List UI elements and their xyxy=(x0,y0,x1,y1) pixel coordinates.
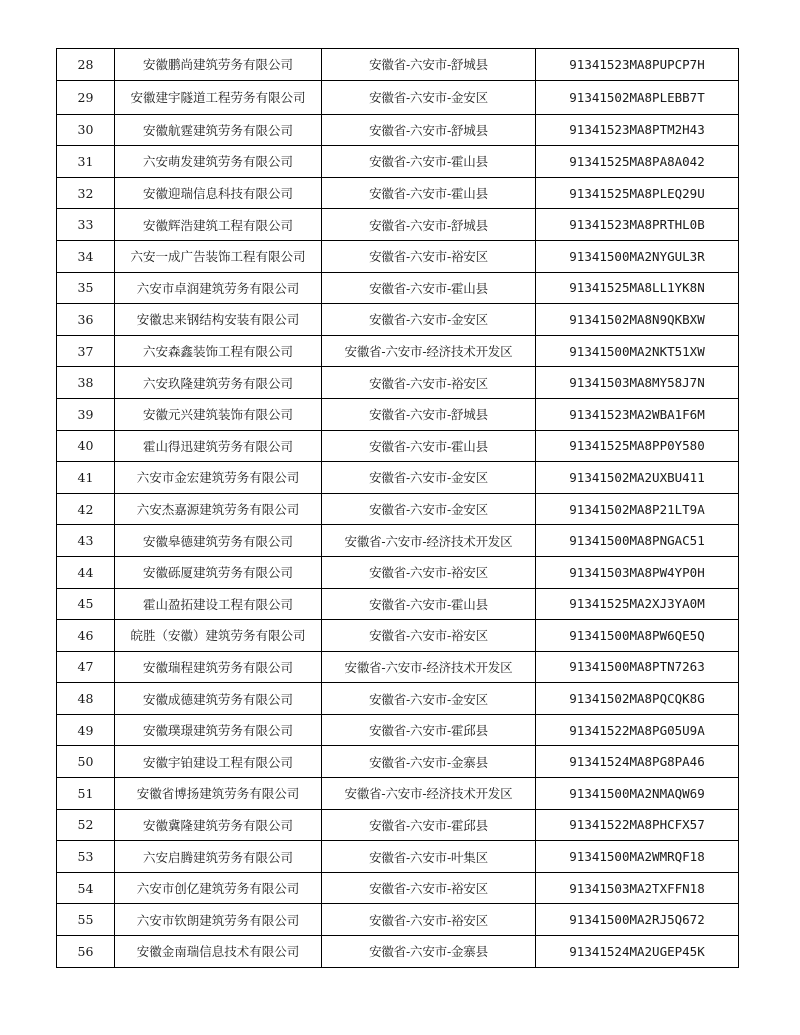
region-cell: 安徽省-六安市-金安区 xyxy=(322,80,536,114)
region-cell: 安徽省-六安市-舒城县 xyxy=(322,114,536,146)
table-row xyxy=(57,304,739,336)
credit-code-cell: 91341502MA8PQCQK8G xyxy=(536,683,739,715)
region-cell: 安徽省-六安市-霍山县 xyxy=(322,430,536,462)
credit-code-cell: 91341500MA2WMRQF18 xyxy=(536,841,739,873)
company-name-cell: 六安市钦朗建筑劳务有限公司 xyxy=(115,904,322,936)
row-number-cell: 35 xyxy=(57,272,115,304)
company-name-cell: 皖胜（安徽）建筑劳务有限公司 xyxy=(115,620,322,652)
company-name-cell: 安徽宇铂建设工程有限公司 xyxy=(115,746,322,778)
row-number-cell: 50 xyxy=(57,746,115,778)
credit-code-cell: 91341500MA2NKT51XW xyxy=(536,335,739,367)
row-number-cell: 40 xyxy=(57,430,115,462)
company-name-cell: 六安市金宏建筑劳务有限公司 xyxy=(115,462,322,494)
row-number-cell: 46 xyxy=(57,620,115,652)
credit-code-cell: 91341502MA8N9QKBXW xyxy=(536,304,739,336)
row-number-cell: 36 xyxy=(57,304,115,336)
credit-code-cell: 91341525MA2XJ3YA0M xyxy=(536,588,739,620)
region-cell: 安徽省-六安市-裕安区 xyxy=(322,620,536,652)
region-cell: 安徽省-六安市-裕安区 xyxy=(322,872,536,904)
company-name-cell: 安徽建宇隧道工程劳务有限公司 xyxy=(115,80,322,114)
row-number-cell: 38 xyxy=(57,367,115,399)
company-name-cell: 安徽鹏尚建筑劳务有限公司 xyxy=(115,49,322,81)
row-number-cell: 42 xyxy=(57,493,115,525)
company-name-cell: 霍山得迅建筑劳务有限公司 xyxy=(115,430,322,462)
credit-code-cell: 91341523MA8PRTHL0B xyxy=(536,209,739,241)
row-number-cell: 48 xyxy=(57,683,115,715)
table-row xyxy=(57,367,739,399)
company-name-cell: 六安杰嘉源建筑劳务有限公司 xyxy=(115,493,322,525)
table-row xyxy=(57,714,739,746)
company-name-cell: 安徽省博扬建筑劳务有限公司 xyxy=(115,778,322,810)
region-cell: 安徽省-六安市-霍山县 xyxy=(322,146,536,178)
region-cell: 安徽省-六安市-叶集区 xyxy=(322,841,536,873)
credit-code-cell: 91341525MA8LL1YK8N xyxy=(536,272,739,304)
table-row xyxy=(57,620,739,652)
row-number-cell: 31 xyxy=(57,146,115,178)
credit-code-cell: 91341500MA2RJ5Q672 xyxy=(536,904,739,936)
region-cell: 安徽省-六安市-金安区 xyxy=(322,304,536,336)
row-number-cell: 33 xyxy=(57,209,115,241)
region-cell: 安徽省-六安市-裕安区 xyxy=(322,556,536,588)
company-name-cell: 安徽冀隆建筑劳务有限公司 xyxy=(115,809,322,841)
credit-code-cell: 91341523MA8PTM2H43 xyxy=(536,114,739,146)
region-cell: 安徽省-六安市-舒城县 xyxy=(322,398,536,430)
credit-code-cell: 91341502MA2UXBU411 xyxy=(536,462,739,494)
company-name-cell: 安徽砾厦建筑劳务有限公司 xyxy=(115,556,322,588)
row-number-cell: 44 xyxy=(57,556,115,588)
table-row xyxy=(57,841,739,873)
credit-code-cell: 91341500MA2NMAQW69 xyxy=(536,778,739,810)
table-row xyxy=(57,462,739,494)
region-cell: 安徽省-六安市-舒城县 xyxy=(322,49,536,81)
table-row xyxy=(57,240,739,272)
row-number-cell: 49 xyxy=(57,714,115,746)
credit-code-cell: 91341523MA2WBA1F6M xyxy=(536,398,739,430)
credit-code-cell: 91341503MA2TXFFN18 xyxy=(536,872,739,904)
credit-code-cell: 91341524MA2UGEP45K xyxy=(536,936,739,968)
credit-code-cell: 91341500MA8PW6QE5Q xyxy=(536,620,739,652)
company-name-cell: 六安市卓润建筑劳务有限公司 xyxy=(115,272,322,304)
credit-code-cell: 91341525MA8PP0Y580 xyxy=(536,430,739,462)
table-row xyxy=(57,430,739,462)
region-cell: 安徽省-六安市-霍山县 xyxy=(322,177,536,209)
table-row xyxy=(57,746,739,778)
table-row xyxy=(57,809,739,841)
table-row xyxy=(57,556,739,588)
table-row xyxy=(57,778,739,810)
credit-code-cell: 91341500MA8PNGAC51 xyxy=(536,525,739,557)
table-body xyxy=(57,49,739,968)
region-cell: 安徽省-六安市-金寨县 xyxy=(322,746,536,778)
row-number-cell: 45 xyxy=(57,588,115,620)
company-name-cell: 安徽金南瑞信息技术有限公司 xyxy=(115,936,322,968)
credit-code-cell: 91341525MA8PA8A042 xyxy=(536,146,739,178)
table-row xyxy=(57,146,739,178)
company-name-cell: 六安市创亿建筑劳务有限公司 xyxy=(115,872,322,904)
region-cell: 安徽省-六安市-经济技术开发区 xyxy=(322,651,536,683)
table-row xyxy=(57,335,739,367)
company-name-cell: 六安启腾建筑劳务有限公司 xyxy=(115,841,322,873)
credit-code-cell: 91341503MA8PW4YP0H xyxy=(536,556,739,588)
row-number-cell: 41 xyxy=(57,462,115,494)
region-cell: 安徽省-六安市-金安区 xyxy=(322,683,536,715)
table-row xyxy=(57,936,739,968)
row-number-cell: 55 xyxy=(57,904,115,936)
row-number-cell: 56 xyxy=(57,936,115,968)
company-name-cell: 安徽瑞程建筑劳务有限公司 xyxy=(115,651,322,683)
company-name-cell: 安徽成德建筑劳务有限公司 xyxy=(115,683,322,715)
row-number-cell: 28 xyxy=(57,49,115,81)
table-row xyxy=(57,114,739,146)
credit-code-cell: 91341525MA8PLEQ29U xyxy=(536,177,739,209)
region-cell: 安徽省-六安市-裕安区 xyxy=(322,904,536,936)
region-cell: 安徽省-六安市-霍邱县 xyxy=(322,809,536,841)
credit-code-cell: 91341522MA8PHCFX57 xyxy=(536,809,739,841)
table-row xyxy=(57,272,739,304)
table-row xyxy=(57,651,739,683)
table-row xyxy=(57,525,739,557)
row-number-cell: 52 xyxy=(57,809,115,841)
region-cell: 安徽省-六安市-裕安区 xyxy=(322,367,536,399)
table-row xyxy=(57,209,739,241)
region-cell: 安徽省-六安市-金寨县 xyxy=(322,936,536,968)
company-registry-table xyxy=(56,48,739,968)
credit-code-cell: 91341502MA8P21LT9A xyxy=(536,493,739,525)
row-number-cell: 32 xyxy=(57,177,115,209)
row-number-cell: 51 xyxy=(57,778,115,810)
credit-code-cell: 91341503MA8MY58J7N xyxy=(536,367,739,399)
company-name-cell: 六安森鑫装饰工程有限公司 xyxy=(115,335,322,367)
row-number-cell: 47 xyxy=(57,651,115,683)
row-number-cell: 29 xyxy=(57,80,115,114)
region-cell: 安徽省-六安市-裕安区 xyxy=(322,240,536,272)
company-name-cell: 安徽忠来钢结构安装有限公司 xyxy=(115,304,322,336)
region-cell: 安徽省-六安市-经济技术开发区 xyxy=(322,335,536,367)
region-cell: 安徽省-六安市-经济技术开发区 xyxy=(322,525,536,557)
table-row xyxy=(57,588,739,620)
table-row xyxy=(57,177,739,209)
credit-code-cell: 91341502MA8PLEBB7T xyxy=(536,80,739,114)
credit-code-cell: 91341500MA8PTN7263 xyxy=(536,651,739,683)
company-name-cell: 安徽迎瑞信息科技有限公司 xyxy=(115,177,322,209)
region-cell: 安徽省-六安市-霍山县 xyxy=(322,588,536,620)
region-cell: 安徽省-六安市-金安区 xyxy=(322,493,536,525)
credit-code-cell: 91341500MA2NYGUL3R xyxy=(536,240,739,272)
company-name-cell: 霍山盈拓建设工程有限公司 xyxy=(115,588,322,620)
table-row xyxy=(57,683,739,715)
company-name-cell: 安徽辉浩建筑工程有限公司 xyxy=(115,209,322,241)
row-number-cell: 43 xyxy=(57,525,115,557)
row-number-cell: 54 xyxy=(57,872,115,904)
row-number-cell: 30 xyxy=(57,114,115,146)
company-name-cell: 安徽璞璟建筑劳务有限公司 xyxy=(115,714,322,746)
row-number-cell: 39 xyxy=(57,398,115,430)
table-row xyxy=(57,904,739,936)
company-name-cell: 安徽皋德建筑劳务有限公司 xyxy=(115,525,322,557)
table-row xyxy=(57,80,739,114)
credit-code-cell: 91341523MA8PUPCP7H xyxy=(536,49,739,81)
row-number-cell: 34 xyxy=(57,240,115,272)
company-name-cell: 六安玖隆建筑劳务有限公司 xyxy=(115,367,322,399)
table-row xyxy=(57,49,739,81)
row-number-cell: 53 xyxy=(57,841,115,873)
credit-code-cell: 91341524MA8PG8PA46 xyxy=(536,746,739,778)
company-name-cell: 安徽元兴建筑装饰有限公司 xyxy=(115,398,322,430)
region-cell: 安徽省-六安市-霍邱县 xyxy=(322,714,536,746)
table-row xyxy=(57,493,739,525)
credit-code-cell: 91341522MA8PG05U9A xyxy=(536,714,739,746)
table-row xyxy=(57,872,739,904)
region-cell: 安徽省-六安市-金安区 xyxy=(322,462,536,494)
company-name-cell: 安徽航霆建筑劳务有限公司 xyxy=(115,114,322,146)
company-name-cell: 六安萌发建筑劳务有限公司 xyxy=(115,146,322,178)
region-cell: 安徽省-六安市-霍山县 xyxy=(322,272,536,304)
region-cell: 安徽省-六安市-舒城县 xyxy=(322,209,536,241)
company-name-cell: 六安一成广告装饰工程有限公司 xyxy=(115,240,322,272)
row-number-cell: 37 xyxy=(57,335,115,367)
region-cell: 安徽省-六安市-经济技术开发区 xyxy=(322,778,536,810)
table-row xyxy=(57,398,739,430)
